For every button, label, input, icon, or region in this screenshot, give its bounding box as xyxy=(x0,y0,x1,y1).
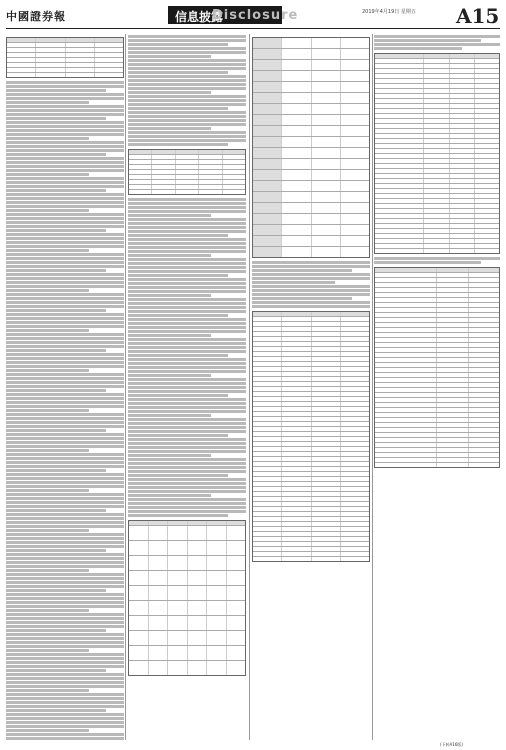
page-number: A15 xyxy=(456,4,500,28)
issue-date: 2019年4月19日 星期五 xyxy=(362,9,416,15)
data-table xyxy=(374,267,500,468)
column-divider xyxy=(249,34,250,740)
page-header xyxy=(0,0,506,30)
section-title: 信息披露 xyxy=(175,10,224,24)
section-english-title: Disclosure xyxy=(212,8,299,23)
data-table xyxy=(252,311,370,562)
data-table xyxy=(128,520,246,676)
masthead: 中國證券報 xyxy=(6,10,66,23)
data-table xyxy=(128,149,246,195)
text-column-4 xyxy=(374,34,500,740)
continuation-note: (下转A16版) xyxy=(440,742,463,747)
header-rule xyxy=(6,28,500,29)
data-table xyxy=(6,37,124,78)
data-table xyxy=(374,53,500,254)
text-column-3 xyxy=(252,34,370,740)
text-column-2 xyxy=(128,34,246,740)
data-table xyxy=(252,37,370,258)
column-divider xyxy=(372,34,373,740)
column-divider xyxy=(125,34,126,740)
text-column-1 xyxy=(6,34,124,740)
